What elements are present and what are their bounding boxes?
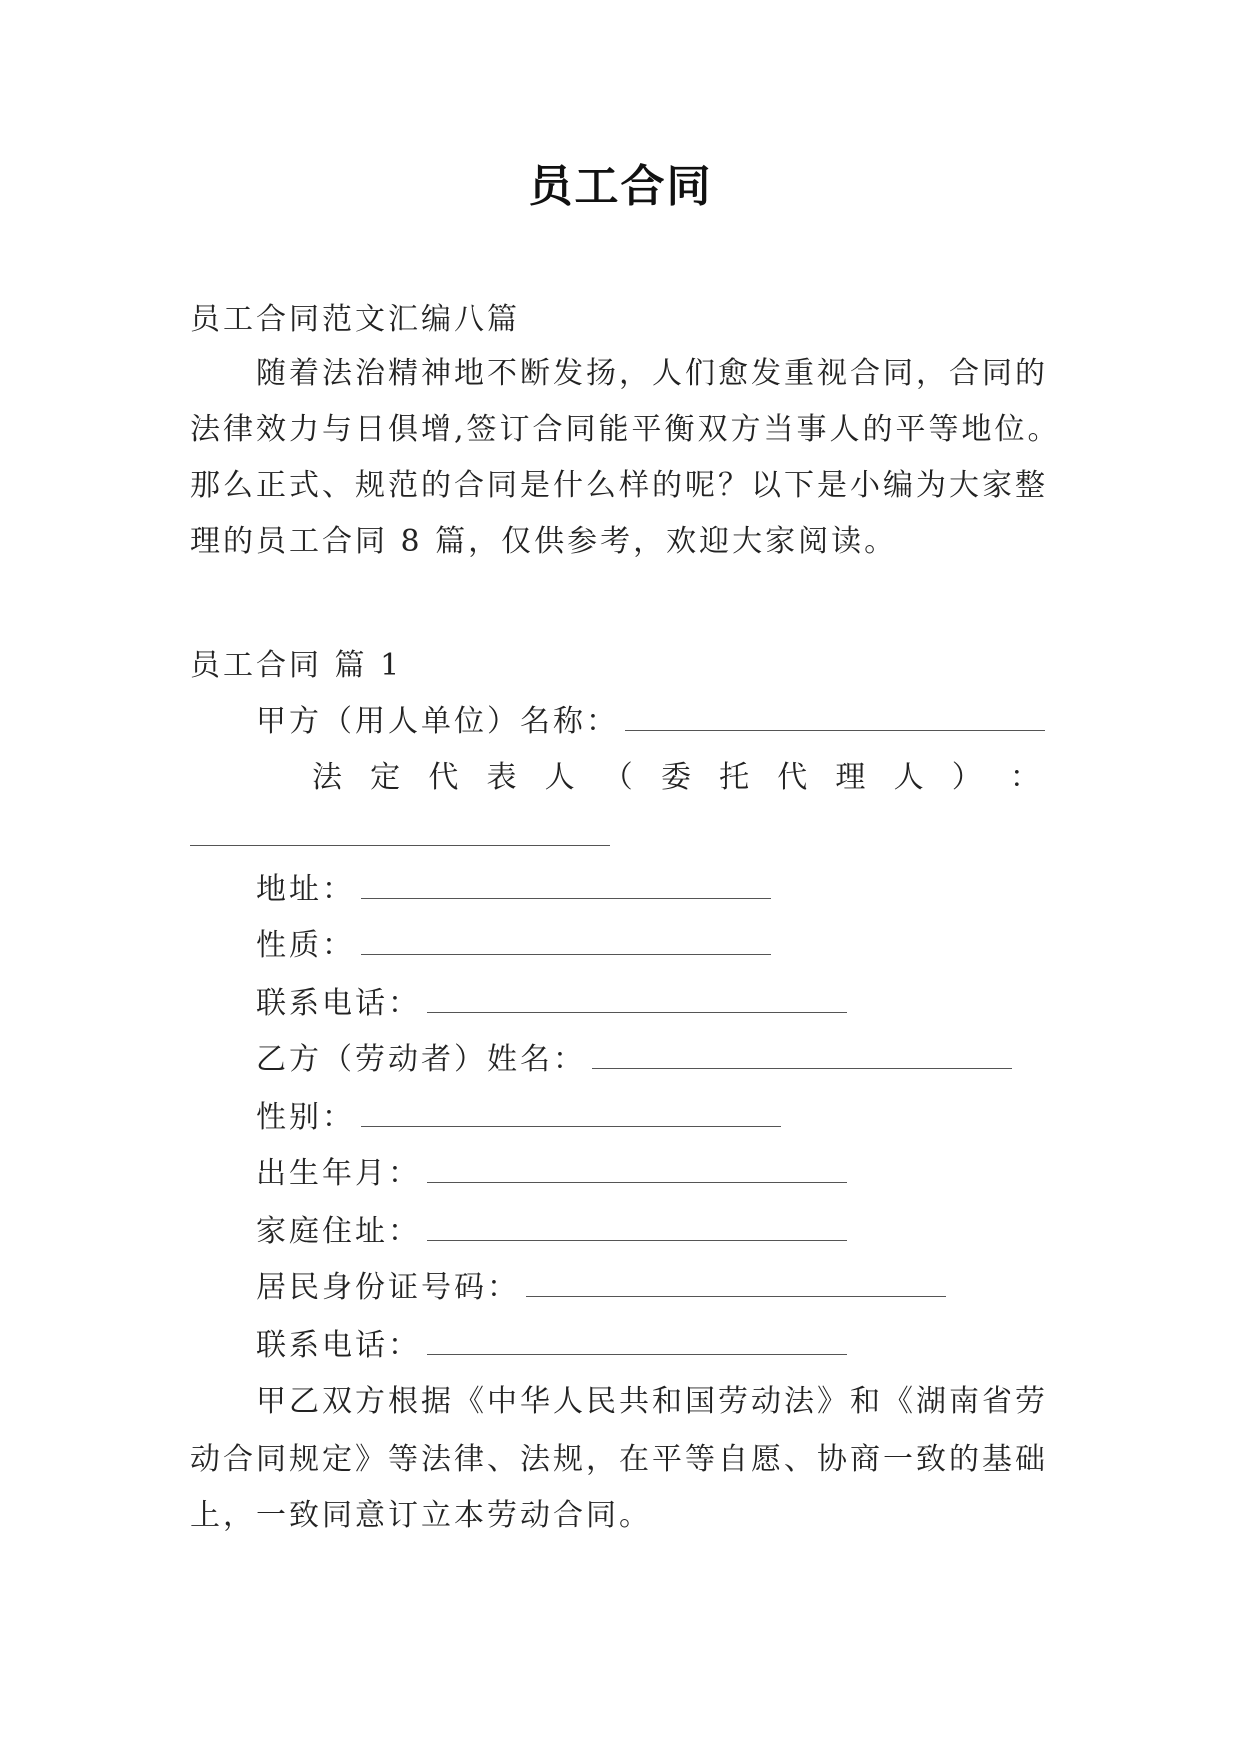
phone-a-blank[interactable] (427, 986, 847, 1013)
legal-rep-char: 委 (660, 760, 691, 795)
legal-rep-char: 人 (544, 760, 575, 795)
address-blank[interactable] (361, 872, 771, 899)
legal-rep-char: 托 (719, 760, 750, 795)
legal-rep-char: ： (1009, 760, 1040, 795)
legal-rep-label (312, 758, 1040, 798)
closing-line-2: 动合同规定》等法律、法规，在平等自愿、协商一致的基础 (190, 1442, 1048, 1477)
gender-blank[interactable] (361, 1100, 781, 1127)
legal-rep-blank[interactable] (190, 845, 610, 846)
phone-a-label: 联系电话： (256, 986, 421, 1021)
legal-rep-char: 定 (370, 760, 401, 795)
party-a-name-row (256, 702, 1045, 742)
address-label: 地址： (256, 872, 355, 907)
gender-label: 性别： (256, 1100, 355, 1135)
birth-row (256, 1154, 847, 1194)
legal-rep-char: 理 (835, 760, 866, 795)
intro-line-2: 法律效力与日俱增,签订合同能平衡双方当事人的平等地位。 (190, 412, 1061, 447)
intro-line-4: 理的员工合同 8 篇，仅供参考，欢迎大家阅读。 (190, 524, 898, 559)
phone-b-blank[interactable] (427, 1328, 847, 1355)
nature-label: 性质： (256, 928, 355, 963)
closing-line-3: 上，一致同意订立本劳动合同。 (190, 1498, 652, 1533)
legal-rep-char: 人 (893, 760, 924, 795)
legal-rep-char: 法 (312, 760, 342, 795)
party-a-name-label: 甲方（用人单位）名称： (256, 704, 619, 739)
id-number-row (256, 1268, 946, 1308)
intro-line-1: 随着法治精神地不断发扬，人们愈发重视合同，合同的 (256, 356, 1048, 391)
address-row (256, 870, 771, 910)
party-b-name-label: 乙方（劳动者）姓名： (256, 1042, 586, 1077)
legal-rep-char: 代 (428, 760, 459, 795)
id-number-blank[interactable] (526, 1270, 946, 1297)
gender-row (256, 1098, 781, 1138)
legal-rep-char: 代 (777, 760, 808, 795)
intro-line-3: 那么正式、规范的合同是什么样的呢？以下是小编为大家整 (190, 468, 1048, 503)
party-b-name-row (256, 1040, 1012, 1080)
legal-rep-char: ） (951, 760, 982, 795)
closing-line-1: 甲乙双方根据《中华人民共和国劳动法》和《湖南省劳 (256, 1384, 1048, 1419)
phone-a-row (256, 984, 847, 1024)
nature-blank[interactable] (361, 928, 771, 955)
phone-b-row (256, 1326, 847, 1366)
legal-rep-char: （ (602, 760, 633, 795)
section-heading: 员工合同 篇 1 (190, 648, 403, 683)
party-b-name-blank[interactable] (592, 1042, 1012, 1069)
home-address-blank[interactable] (427, 1214, 847, 1241)
home-address-row (256, 1212, 847, 1252)
document-subtitle: 员工合同范文汇编八篇 (190, 302, 520, 337)
id-number-label: 居民身份证号码： (256, 1270, 520, 1305)
home-address-label: 家庭住址： (256, 1214, 421, 1249)
legal-rep-char: 表 (486, 760, 517, 795)
phone-b-label: 联系电话： (256, 1328, 421, 1363)
birth-label: 出生年月： (256, 1156, 421, 1191)
document-title: 员工合同 (528, 161, 713, 212)
party-a-name-blank[interactable] (625, 704, 1045, 731)
nature-row (256, 926, 771, 966)
birth-blank[interactable] (427, 1156, 847, 1183)
